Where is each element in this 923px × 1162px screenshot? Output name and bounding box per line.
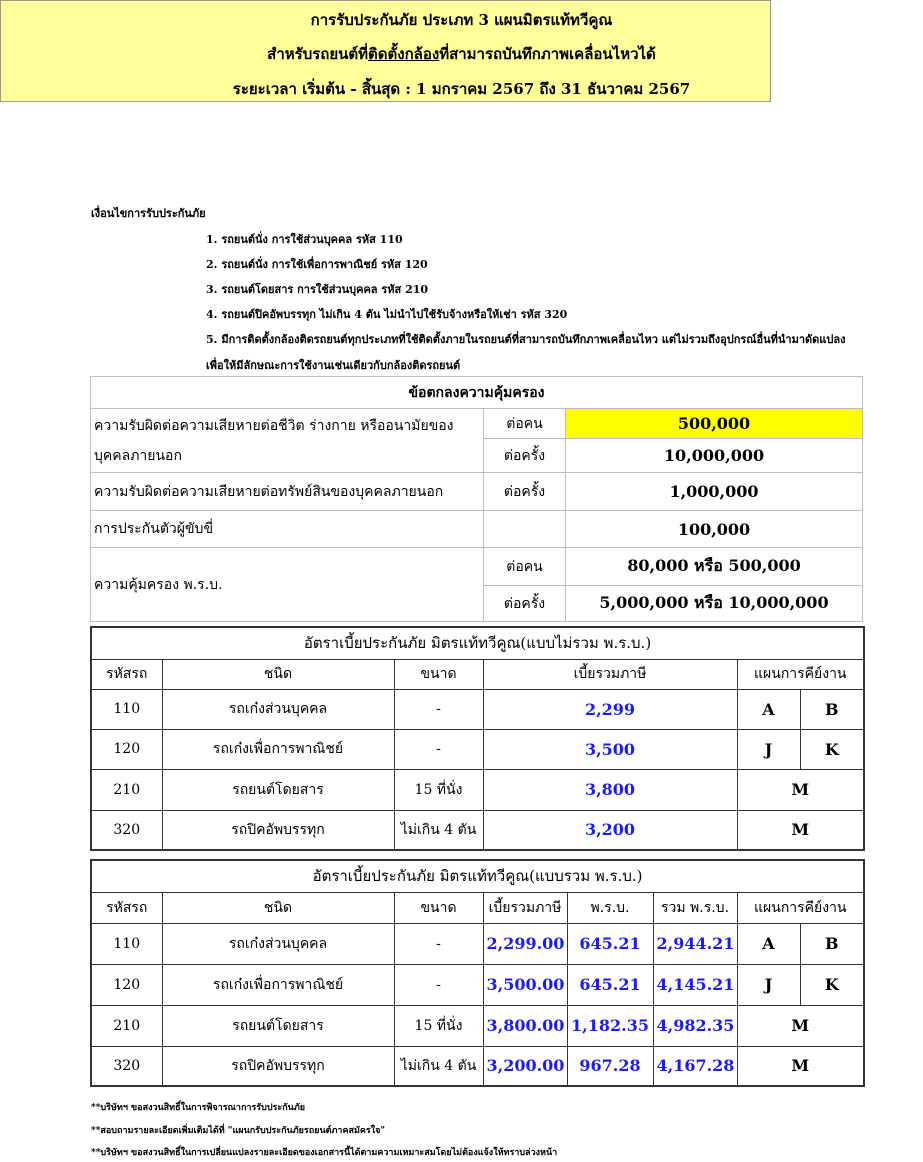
footnote: **สอบถามรายละเอียดเพิ่มเติมได้ที่ "แผนกรับประกันภัยรถยนต์ภาคสมัครใจ" <box>91 1126 386 1136</box>
cell-key: M <box>737 810 864 850</box>
cell-code: 320 <box>91 810 162 850</box>
cell-cmi: 645.21 <box>567 964 653 1005</box>
per-person-label: ต่อคน <box>484 548 566 586</box>
cell-type: รถปิคอัพบรรทุก <box>162 810 394 850</box>
cell-key: B <box>800 923 864 964</box>
cell-key: M <box>737 1005 864 1046</box>
col-header-total: รวม พ.ร.บ. <box>653 892 737 923</box>
cell-code: 110 <box>91 923 162 964</box>
col-header-key-plan: แผนการคีย์งาน <box>737 892 864 923</box>
header-box <box>0 0 771 102</box>
cell-type: รถยนต์โดยสาร <box>162 1005 394 1046</box>
rate-table-with-cmi <box>90 859 865 1087</box>
cell-type: รถปิคอัพบรรทุก <box>162 1046 394 1086</box>
footnote: **บริษัทฯ ขอสงวนสิทธิ์ในการเปลี่ยนแปลงรายละเอียดของเอกสารนี้ได้ตามความเหมาะสมโดยไม่ต้องแจ้งให้ทราบล่วงหน้า <box>91 1148 558 1158</box>
cell-total: 4,982.35 <box>653 1005 737 1046</box>
cell-key: M <box>737 1046 864 1086</box>
table-row <box>91 689 864 729</box>
cell-size: - <box>394 729 483 769</box>
cell-cmi: 645.21 <box>567 923 653 964</box>
col-header-size: ขนาด <box>394 892 483 923</box>
col-header-premium: เบี้ยรวมภาษี <box>483 892 567 923</box>
header-period: ระยะเวลา เริ่มต้น - สิ้นสุด : 1 มกราคม 2567 ถึง 31 ธันวาคม 2567 <box>232 80 691 98</box>
cell-cmi: 967.28 <box>567 1046 653 1086</box>
cell-type: รถเก๋งเพื่อการพาณิชย์ <box>162 729 394 769</box>
rate-table-no-cmi <box>90 626 865 851</box>
table-row <box>91 1005 864 1046</box>
table-row <box>91 729 864 769</box>
table-row <box>91 810 864 850</box>
cell-total: 2,944.21 <box>653 923 737 964</box>
cell-premium: 3,500.00 <box>483 964 567 1005</box>
cell-code: 210 <box>91 769 162 810</box>
cell-key: A <box>737 689 800 729</box>
cell-total: 4,145.21 <box>653 964 737 1005</box>
cell-premium: 3,500 <box>483 729 737 769</box>
coverage-table <box>90 376 863 622</box>
col-header-key-plan: แผนการคีย์งาน <box>737 659 864 689</box>
condition-item: 2. รถยนต์นั่ง การใช้เพื่อการพาณิชย์ รหัส 120 <box>206 258 428 271</box>
coverage-row1-value1: 500,000 <box>566 409 863 439</box>
per-time-label: ต่อครั้ง <box>484 473 566 511</box>
rate2-title: อัตราเบี้ยประกันภัย มิตรแท้ทวีคูณ(แบบรวม พ.ร.บ.) <box>91 860 864 892</box>
coverage-row3-label: การประกันตัวผู้ขับขี่ <box>91 511 484 548</box>
col-header-code: รหัสรถ <box>91 892 162 923</box>
condition-item: 3. รถยนต์โดยสาร การใช้ส่วนบุคคล รหัส 210 <box>206 283 429 296</box>
condition-item: 5. มีการติดตั้งกล้องติดรถยนต์ทุกประเภทที่ใช้ติดตั้งภายในรถยนต์ที่สามารถบันทึกภาพเคลื่อนไหว แต่ไม่รวมถึงอุปกรณ์อื่นที่นำมาดัดแปลง <box>206 333 846 346</box>
cell-size: - <box>394 923 483 964</box>
condition-item: 1. รถยนต์นั่ง การใช้ส่วนบุคคล รหัส 110 <box>206 233 403 246</box>
coverage-row4-label: ความคุ้มครอง พ.ร.บ. <box>91 548 484 622</box>
coverage-row4-value2: 5,000,000 หรือ 10,000,000 <box>566 586 863 622</box>
col-header-type: ชนิด <box>162 659 394 689</box>
cell-premium: 2,299.00 <box>483 923 567 964</box>
coverage-row1-value2: 10,000,000 <box>566 439 863 473</box>
cell-key: A <box>737 923 800 964</box>
cell-code: 110 <box>91 689 162 729</box>
per-person-label: ต่อคน <box>484 409 566 439</box>
col-header-code: รหัสรถ <box>91 659 162 689</box>
cell-premium: 2,299 <box>483 689 737 729</box>
cell-type: รถเก๋งส่วนบุคคล <box>162 923 394 964</box>
cell-size: ไม่เกิน 4 ตัน <box>394 810 483 850</box>
table-row <box>91 1046 864 1086</box>
cell-size: - <box>394 689 483 729</box>
cell-code: 320 <box>91 1046 162 1086</box>
col-header-type: ชนิด <box>162 892 394 923</box>
cell-type: รถเก๋งส่วนบุคคล <box>162 689 394 729</box>
coverage-row3-value: 100,000 <box>566 511 863 548</box>
col-header-premium: เบี้ยรวมภาษี <box>483 659 737 689</box>
table-row <box>91 964 864 1005</box>
cell-size: ไม่เกิน 4 ตัน <box>394 1046 483 1086</box>
coverage-row2-value: 1,000,000 <box>566 473 863 511</box>
cell-key: J <box>737 729 800 769</box>
coverage-row4-value1: 80,000 หรือ 500,000 <box>566 548 863 586</box>
cell-type: รถเก๋งเพื่อการพาณิชย์ <box>162 964 394 1005</box>
cell-premium: 3,200 <box>483 810 737 850</box>
coverage-row1-label: ความรับผิดต่อความเสียหายต่อชีวิต ร่างกาย หรืออนามัยของ บุคคลภายนอก <box>91 409 484 473</box>
cell-code: 120 <box>91 964 162 1005</box>
cell-size: 15 ที่นั่ง <box>394 769 483 810</box>
cell-premium: 3,200.00 <box>483 1046 567 1086</box>
condition-item: 4. รถยนต์ปิคอัพบรรทุก ไม่เกิน 4 ตัน ไม่นำไปใช้รับจ้างหรือให้เช่า รหัส 320 <box>206 308 568 321</box>
coverage-row2-label: ความรับผิดต่อความเสียหายต่อทรัพย์สินของบุคคลภายนอก <box>91 473 484 511</box>
table-row <box>91 769 864 810</box>
cell-size: - <box>394 964 483 1005</box>
col-header-cmi: พ.ร.บ. <box>567 892 653 923</box>
per-time-label: ต่อครั้ง <box>484 586 566 622</box>
cell-total: 4,167.28 <box>653 1046 737 1086</box>
cell-type: รถยนต์โดยสาร <box>162 769 394 810</box>
cell-code: 120 <box>91 729 162 769</box>
cell-key: K <box>800 964 864 1005</box>
cell-key: J <box>737 964 800 1005</box>
header-title: การรับประกันภัย ประเภท 3 แผนมิตรแท้ทวีคูณ <box>310 11 613 29</box>
conditions-title: เงื่อนไขการรับประกันภัย <box>91 207 206 220</box>
cell-cmi: 1,182.35 <box>567 1005 653 1046</box>
rate1-title: อัตราเบี้ยประกันภัย มิตรแท้ทวีคูณ(แบบไม่รวม พ.ร.บ.) <box>91 627 864 659</box>
col-header-size: ขนาด <box>394 659 483 689</box>
coverage-title: ข้อตกลงความคุ้มครอง <box>91 377 863 409</box>
table-row <box>91 923 864 964</box>
condition-item: เพื่อให้มีลักษณะการใช้งานเช่นเดียวกับกล้องติดรถยนต์ <box>206 359 461 372</box>
footnote: **บริษัทฯ ขอสงวนสิทธิ์ในการพิจารณาการรับประกันภัย <box>91 1103 306 1113</box>
cell-key: K <box>800 729 864 769</box>
cell-premium: 3,800 <box>483 769 737 810</box>
cell-key: B <box>800 689 864 729</box>
cell-size: 15 ที่นั่ง <box>394 1005 483 1046</box>
per-time-label: ต่อครั้ง <box>484 439 566 473</box>
cell-key: M <box>737 769 864 810</box>
cell-code: 210 <box>91 1005 162 1046</box>
cell-premium: 3,800.00 <box>483 1005 567 1046</box>
header-subtitle: สำหรับรถยนต์ที่ติดตั้งกล้องที่สามารถบันทึกภาพเคลื่อนไหวได้ <box>267 45 656 63</box>
